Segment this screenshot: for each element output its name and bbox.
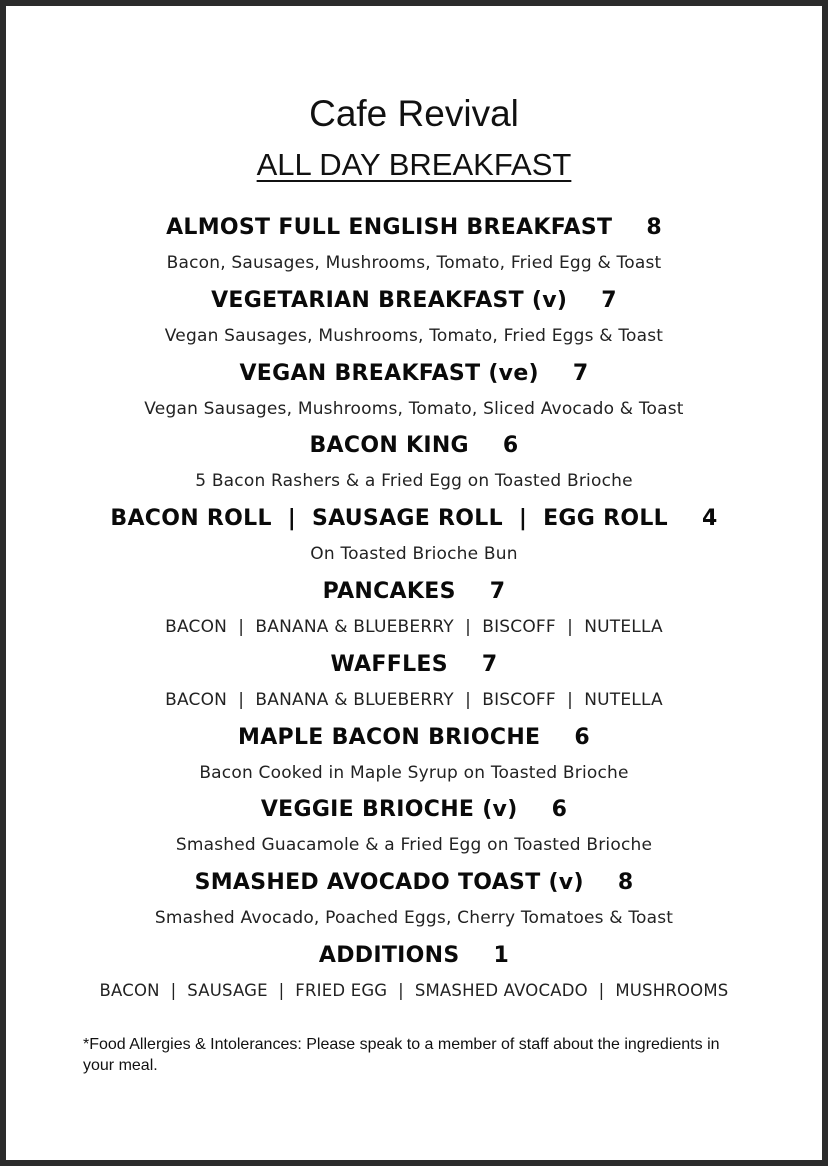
- menu-item-heading: [6, 572, 822, 612]
- menu-item-name: VEGGIE BRIOCHE (v): [260, 797, 518, 823]
- menu-item-description: Bacon Cooked in Maple Syrup on Toasted Brioche: [199, 762, 629, 783]
- allergy-note: *Food Allergies & Intolerances: Please speak to a member of staff about the ingredients in your meal.: [83, 1036, 720, 1074]
- menu-item-name: MAPLE BACON BRIOCHE: [238, 724, 541, 750]
- menu-item-description: BACON | BANANA & BLUEBERRY | BISCOFF | NUTELLA: [165, 689, 663, 710]
- menu-item-heading: [6, 281, 822, 321]
- menu-item-description: Smashed Guacamole & a Fried Egg on Toasted Brioche: [175, 835, 653, 856]
- cafe-title: Cafe Revival: [309, 93, 519, 134]
- menu-item-description: Bacon, Sausages, Mushrooms, Tomato, Fried Egg & Toast: [166, 253, 662, 273]
- menu-item: [6, 645, 822, 718]
- menu-item-price: 7: [572, 360, 589, 386]
- menu-item-name: ALMOST FULL ENGLISH BREAKFAST: [166, 215, 613, 240]
- menu-item-heading: [6, 936, 822, 976]
- menu-item: [6, 790, 822, 863]
- menu-item-description: Vegan Sausages, Mushrooms, Tomato, Fried Eggs & Toast: [164, 325, 664, 346]
- menu-item-heading: [6, 208, 822, 248]
- menu-item: [6, 354, 822, 427]
- menu-item: [6, 499, 822, 572]
- menu-page: [6, 6, 822, 1160]
- menu-item-name: BACON KING: [309, 433, 469, 459]
- menu-item-name: BACON ROLL | SAUSAGE ROLL | EGG ROLL: [110, 506, 668, 532]
- menu-item-heading: [6, 718, 822, 758]
- menu-item: [6, 718, 822, 791]
- menu-item: [6, 208, 822, 281]
- menu-section-title-text: ALL DAY BREAKFAST: [256, 147, 572, 182]
- menu-item-description: Vegan Sausages, Mushrooms, Tomato, Sliced Avocado & Toast: [144, 398, 684, 419]
- menu-item-name: PANCAKES: [322, 578, 456, 604]
- menu-item-price: 6: [502, 433, 519, 459]
- menu-item-heading: [6, 354, 822, 394]
- menu-item-description: BACON | BANANA & BLUEBERRY | BISCOFF | NUTELLA: [165, 616, 663, 637]
- menu-item-name: VEGETARIAN BREAKFAST (v): [211, 287, 568, 313]
- menu-item-heading: [6, 426, 822, 466]
- menu-item: [6, 863, 822, 936]
- menu-item-name: VEGAN BREAKFAST (ve): [239, 360, 539, 386]
- menu-item-description: 5 Bacon Rashers & a Fried Egg on Toasted Brioche: [195, 471, 633, 492]
- menu-item-name: WAFFLES: [330, 651, 448, 677]
- menu-item: [6, 936, 822, 1009]
- menu-item: [6, 572, 822, 645]
- menu-item-price: 6: [574, 724, 590, 750]
- menu-list: [6, 208, 822, 1009]
- menu-item-price: 4: [701, 506, 718, 532]
- menu-item-price: 6: [551, 797, 568, 823]
- menu-item-price: 7: [601, 287, 617, 313]
- menu-item-price: 7: [481, 651, 498, 677]
- menu-item-price: 7: [489, 578, 506, 604]
- menu-item-heading: [6, 645, 822, 685]
- menu-item-heading: [6, 863, 822, 903]
- menu-item: [6, 281, 822, 354]
- menu-item-price: 1: [493, 942, 510, 968]
- menu-item-price: 8: [646, 215, 662, 240]
- menu-item-description: BACON | SAUSAGE | FRIED EGG | SMASHED AVOCADO | MUSHROOMS: [99, 980, 729, 1000]
- menu-item-name: ADDITIONS: [318, 942, 460, 968]
- menu-item-description: Smashed Avocado, Poached Eggs, Cherry Tomatoes & Toast: [154, 908, 674, 929]
- menu-section-title: [6, 146, 822, 184]
- menu-item-name: SMASHED AVOCADO TOAST (v): [194, 870, 584, 896]
- menu-item: [6, 426, 822, 499]
- menu-item-heading: [6, 790, 822, 830]
- menu-item-heading: [6, 499, 822, 539]
- menu-item-description: On Toasted Brioche Bun: [310, 544, 518, 565]
- menu-item-price: 8: [617, 870, 634, 896]
